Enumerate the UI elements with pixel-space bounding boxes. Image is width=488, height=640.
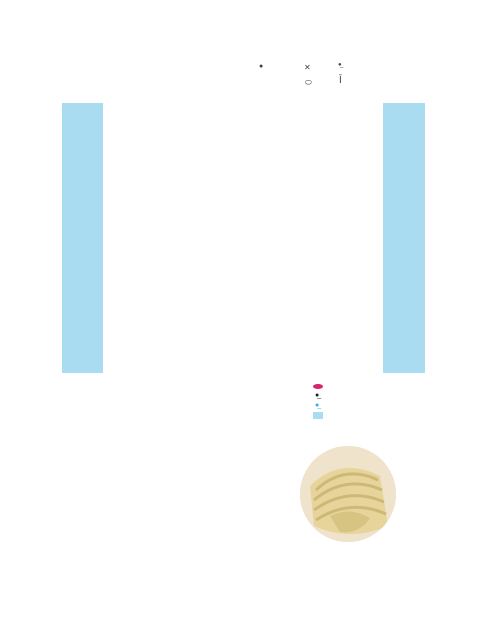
psbn-back-loop-icon: ●̲ bbox=[338, 62, 342, 68]
outer-side-icon: ●̲ bbox=[315, 392, 320, 399]
bag-top-swatch-icon bbox=[313, 412, 323, 419]
sbn-cross-icon: ✕ bbox=[304, 63, 311, 72]
start-marker-icon bbox=[313, 384, 323, 389]
ssn-back-loop-icon: Ī bbox=[339, 75, 342, 86]
side-wall-chart bbox=[0, 440, 488, 540]
psbn-dot-icon: ● bbox=[259, 63, 264, 70]
vp-chain-icon: ⬭ bbox=[305, 78, 312, 87]
inner-side-icon: ●̲ bbox=[315, 402, 320, 409]
bag-photo bbox=[300, 446, 396, 542]
